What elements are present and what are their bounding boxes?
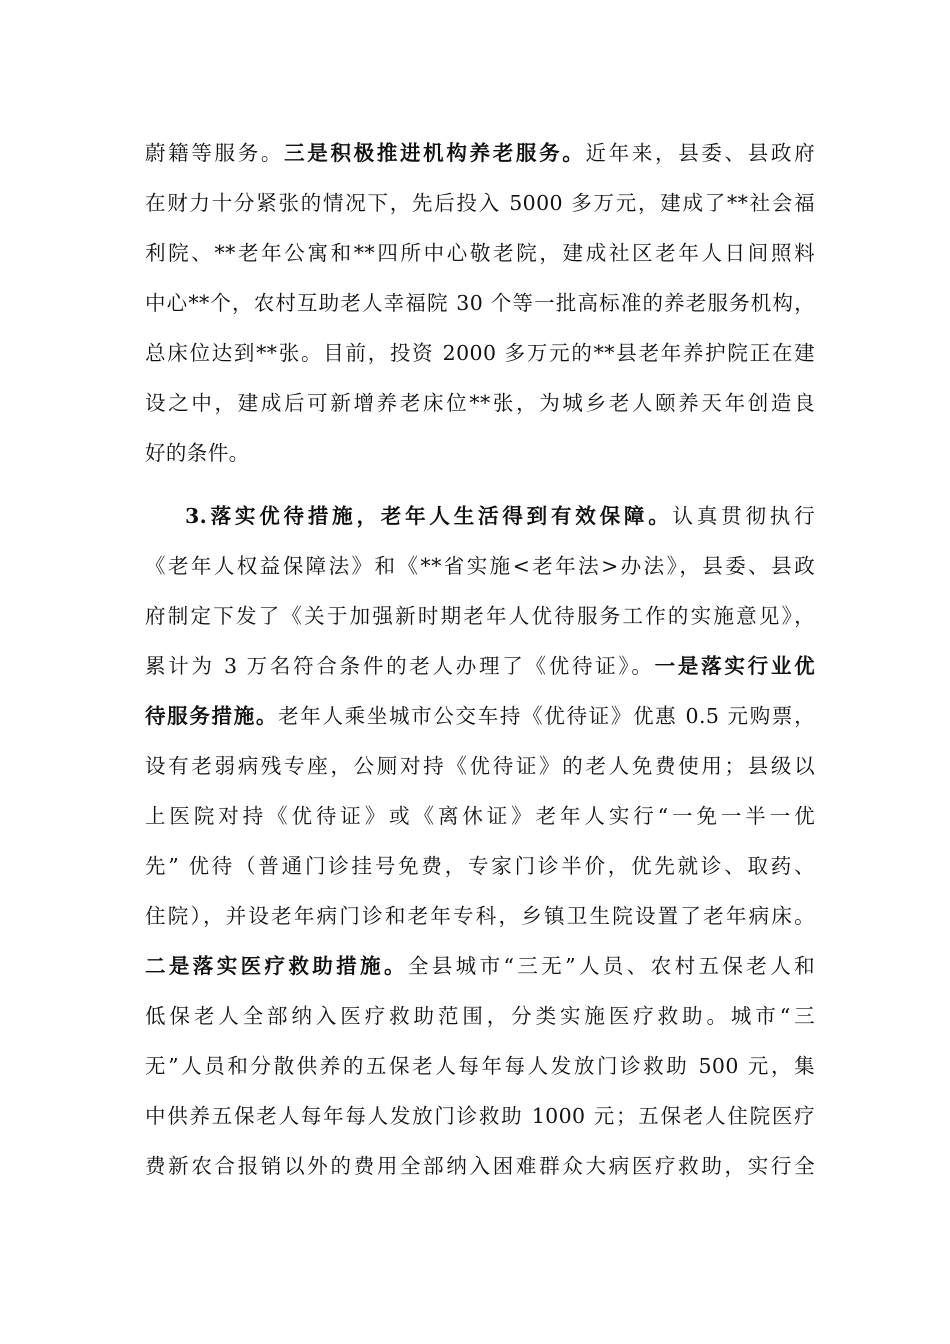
paragraph-line bbox=[145, 851, 815, 881]
paragraph-line bbox=[145, 238, 815, 268]
text-segment: 认真贯彻执行 bbox=[672, 504, 815, 528]
paragraph-line bbox=[145, 551, 815, 581]
paragraph-line bbox=[145, 751, 815, 781]
paragraph-line bbox=[145, 388, 815, 418]
text-segment: 无”人员和分散供养的五保老人每年每人发放门诊救助 500 元，集 bbox=[145, 1054, 815, 1078]
bold-text-segment: 3.落实优待措施，老年人生活得到有效保障。 bbox=[185, 504, 673, 528]
paragraph-line bbox=[145, 138, 815, 168]
text-segment: 住院），并设老年病门诊和老年专科，乡镇卫生院设置了老年病床。 bbox=[145, 904, 815, 928]
paragraph-line bbox=[145, 438, 250, 468]
text-segment: 好的条件。 bbox=[145, 441, 250, 465]
paragraph-line bbox=[145, 701, 815, 731]
text-segment: 全县城市“三无”人员、农村五保老人和 bbox=[407, 954, 815, 978]
paragraph-line bbox=[145, 1101, 815, 1131]
text-segment: 中心**个，农村互助老人幸福院 30 个等一批高标准的养老服务机构， bbox=[145, 291, 815, 315]
paragraph-line bbox=[145, 288, 815, 318]
text-segment: 累计为 3 万名符合条件的老人办理了《优待证》。 bbox=[145, 654, 655, 678]
text-segment: 设之中，建成后可新增养老床位**张，为城乡老人颐养天年创造良 bbox=[145, 391, 815, 415]
text-segment: 设有老弱病残专座，公厕对持《优待证》的老人免费使用；县级以 bbox=[145, 754, 815, 778]
text-segment: 老年人乘坐城市公交车持《优待证》优惠 0.5 元购票， bbox=[278, 704, 815, 728]
paragraph-line bbox=[145, 651, 815, 681]
paragraph-line bbox=[145, 901, 815, 931]
paragraph-line bbox=[145, 951, 815, 981]
section-heading-line bbox=[185, 501, 815, 531]
paragraph-line bbox=[145, 801, 815, 831]
paragraph-line bbox=[145, 1151, 815, 1181]
paragraph-line bbox=[145, 188, 815, 218]
text-segment: 上医院对持《优待证》或《离休证》老年人实行“一免一半一优 bbox=[145, 804, 815, 828]
text-segment: 近年来，县委、县政府 bbox=[585, 141, 816, 165]
bold-text-segment: 一是落实行业优 bbox=[654, 654, 815, 678]
paragraph-line bbox=[145, 601, 815, 631]
text-segment: 费新农合报销以外的费用全部纳入困难群众大病医疗救助，实行全 bbox=[145, 1154, 815, 1178]
text-segment: 总床位达到**张。目前，投资 2000 多万元的**县老年养护院正在建 bbox=[145, 341, 815, 365]
paragraph-line bbox=[145, 1051, 815, 1081]
bold-text-segment: 二是落实医疗救助措施。 bbox=[145, 954, 408, 978]
text-segment: 在财力十分紧张的情况下，先后投入 5000 多万元，建成了**社会福 bbox=[145, 191, 815, 215]
text-segment: 中供养五保老人每年每人发放门诊救助 1000 元；五保老人住院医疗 bbox=[145, 1104, 815, 1128]
text-segment: 利院、**老年公寓和**四所中心敬老院，建成社区老年人日间照料 bbox=[145, 241, 815, 265]
bold-text-segment: 待服务措施。 bbox=[145, 704, 279, 728]
text-segment: 蔚籍等服务。 bbox=[145, 141, 285, 165]
paragraph-line bbox=[145, 1001, 815, 1031]
paragraph-line bbox=[145, 338, 815, 368]
text-segment: 低保老人全部纳入医疗救助范围，分类实施医疗救助。城市“三 bbox=[145, 1004, 815, 1028]
text-segment: 《老年人权益保障法》和《**省实施<老年法>办法》，县委、县政 bbox=[145, 554, 815, 578]
bold-text-segment: 三是积极推进机构养老服务。 bbox=[284, 141, 586, 165]
text-segment: 府制定下发了《关于加强新时期老年人优待服务工作的实施意见》， bbox=[145, 604, 815, 628]
text-segment: 先” 优待（普通门诊挂号免费，专家门诊半价，优先就诊、取药、 bbox=[145, 854, 815, 878]
